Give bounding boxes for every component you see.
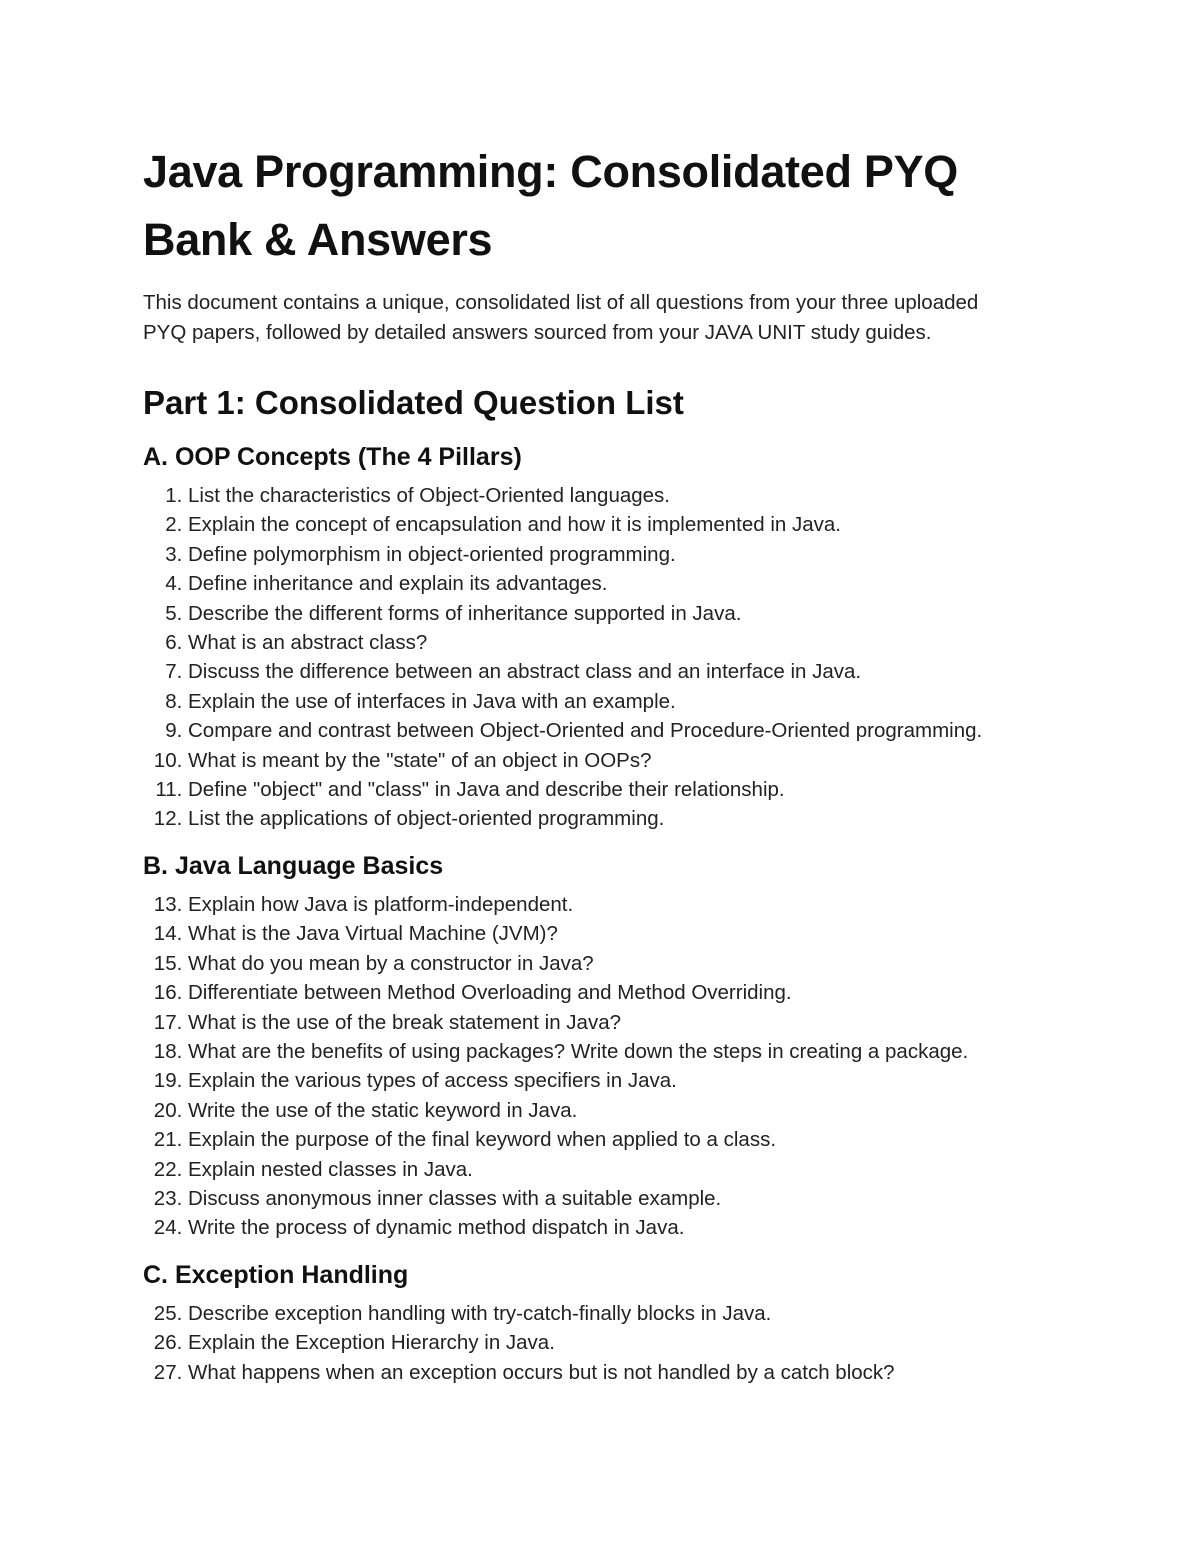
section-heading: C. Exception Handling bbox=[143, 1260, 409, 1289]
document-title-line-2: Bank & Answers bbox=[143, 214, 493, 265]
question-number: 2. bbox=[165, 513, 183, 537]
question-text: Explain the concept of encapsulation and how it is implemented in Java. bbox=[188, 513, 841, 537]
question-item bbox=[143, 746, 1063, 775]
question-text: Discuss the difference between an abstract class and an interface in Java. bbox=[188, 660, 862, 684]
question-number: 25. bbox=[153, 1301, 183, 1325]
question-text: Explain how Java is platform-independent. bbox=[188, 892, 574, 916]
question-number: 20. bbox=[153, 1098, 183, 1122]
intro-line-1: This document contains a unique, consolidated list of all questions from your three uploaded bbox=[143, 291, 979, 314]
question-text: What happens when an exception occurs but is not handled by a catch block? bbox=[188, 1360, 895, 1384]
question-text: Explain nested classes in Java. bbox=[188, 1157, 473, 1181]
question-item bbox=[143, 1299, 1063, 1328]
question-number: 1. bbox=[165, 484, 183, 507]
question-item bbox=[143, 599, 1063, 628]
question-item bbox=[143, 1213, 1063, 1242]
question-text: Describe exception handling with try-catch-finally blocks in Java. bbox=[188, 1301, 772, 1325]
question-item bbox=[143, 775, 1063, 804]
question-text: Define polymorphism in object-oriented programming. bbox=[188, 542, 676, 566]
question-number: 8. bbox=[165, 689, 183, 713]
question-number: 10. bbox=[153, 748, 183, 772]
question-item bbox=[143, 949, 1063, 978]
question-item bbox=[143, 716, 1063, 745]
question-item bbox=[143, 1125, 1063, 1154]
question-item bbox=[143, 1096, 1063, 1125]
question-number: 23. bbox=[153, 1186, 183, 1210]
question-item bbox=[143, 510, 1063, 539]
question-section bbox=[143, 846, 1063, 1243]
question-item bbox=[143, 1008, 1063, 1037]
question-sections bbox=[143, 437, 1063, 1387]
document-title-line-1: Java Programming: Consolidated PYQ bbox=[143, 146, 958, 197]
question-item bbox=[143, 1066, 1063, 1095]
section-heading: A. OOP Concepts (The 4 Pillars) bbox=[143, 443, 522, 471]
question-item bbox=[143, 481, 1063, 510]
question-number: 19. bbox=[153, 1069, 183, 1093]
question-number: 17. bbox=[153, 1010, 183, 1034]
part-1-heading: Part 1: Consolidated Question List bbox=[143, 384, 684, 421]
question-number: 6. bbox=[165, 631, 183, 655]
question-text: Differentiate between Method Overloading and Method Overriding. bbox=[188, 981, 792, 1005]
question-number: 9. bbox=[165, 719, 183, 743]
question-number: 13. bbox=[153, 892, 183, 916]
question-list bbox=[143, 1299, 1063, 1387]
question-number: 18. bbox=[153, 1039, 183, 1063]
question-number: 11. bbox=[155, 778, 183, 802]
question-text: Describe the different forms of inheritance supported in Java. bbox=[188, 601, 742, 625]
intro-paragraph bbox=[143, 288, 1063, 348]
question-text: Explain the various types of access specifiers in Java. bbox=[188, 1069, 677, 1093]
document-title bbox=[143, 138, 1063, 274]
question-item bbox=[143, 919, 1063, 948]
intro-line-2: PYQ papers, followed by detailed answers sourced from your JAVA UNIT study guides. bbox=[143, 321, 932, 344]
question-number: 3. bbox=[165, 542, 183, 566]
question-text: Define "object" and "class" in Java and describe their relationship. bbox=[188, 778, 785, 802]
question-item bbox=[143, 1037, 1063, 1066]
question-text: What is the Java Virtual Machine (JVM)? bbox=[188, 922, 558, 946]
question-number: 16. bbox=[153, 981, 183, 1005]
question-text: Compare and contrast between Object-Oriented and Procedure-Oriented programming. bbox=[188, 719, 983, 743]
question-text: Write the process of dynamic method dispatch in Java. bbox=[188, 1216, 685, 1240]
question-item bbox=[143, 1155, 1063, 1184]
question-text: List the applications of object-oriented programming. bbox=[188, 807, 665, 831]
document-page bbox=[143, 138, 1063, 1387]
question-number: 5. bbox=[165, 601, 183, 625]
question-item bbox=[143, 687, 1063, 716]
question-number: 24. bbox=[153, 1216, 183, 1240]
question-section bbox=[143, 437, 1063, 834]
question-number: 7. bbox=[165, 660, 183, 684]
question-text: Write the use of the static keyword in Java. bbox=[188, 1098, 578, 1122]
question-text: Explain the Exception Hierarchy in Java. bbox=[188, 1331, 555, 1355]
question-text: Define inheritance and explain its advantages. bbox=[188, 572, 608, 596]
section-heading: B. Java Language Basics bbox=[143, 851, 444, 880]
question-text: List the characteristics of Object-Oriented languages. bbox=[188, 484, 670, 507]
question-text: Discuss anonymous inner classes with a suitable example. bbox=[188, 1186, 722, 1210]
question-number: 27. bbox=[153, 1360, 183, 1384]
question-item bbox=[143, 628, 1063, 657]
question-text: What is an abstract class? bbox=[188, 631, 428, 655]
question-section bbox=[143, 1255, 1063, 1387]
question-item bbox=[143, 540, 1063, 569]
question-text: What are the benefits of using packages? Write down the steps in creating a package. bbox=[188, 1039, 969, 1063]
question-text: Explain the use of interfaces in Java with an example. bbox=[188, 689, 676, 713]
question-number: 21. bbox=[153, 1128, 183, 1152]
question-list bbox=[143, 481, 1063, 834]
question-number: 22. bbox=[153, 1157, 183, 1181]
question-text: What is the use of the break statement in Java? bbox=[188, 1010, 622, 1034]
question-text: What do you mean by a constructor in Java? bbox=[188, 951, 594, 975]
question-item bbox=[143, 657, 1063, 686]
question-number: 15. bbox=[153, 951, 183, 975]
question-text: Explain the purpose of the final keyword when applied to a class. bbox=[188, 1128, 777, 1152]
question-list bbox=[143, 890, 1063, 1243]
question-item bbox=[143, 804, 1063, 833]
question-number: 26. bbox=[153, 1331, 183, 1355]
question-item bbox=[143, 978, 1063, 1007]
question-item bbox=[143, 1184, 1063, 1213]
question-number: 4. bbox=[165, 572, 183, 596]
question-number: 12. bbox=[153, 807, 183, 831]
question-number: 14. bbox=[153, 922, 183, 946]
question-item bbox=[143, 569, 1063, 598]
question-item bbox=[143, 890, 1063, 919]
question-item bbox=[143, 1328, 1063, 1357]
question-text: What is meant by the "state" of an object in OOPs? bbox=[188, 748, 652, 772]
question-item bbox=[143, 1358, 1063, 1387]
